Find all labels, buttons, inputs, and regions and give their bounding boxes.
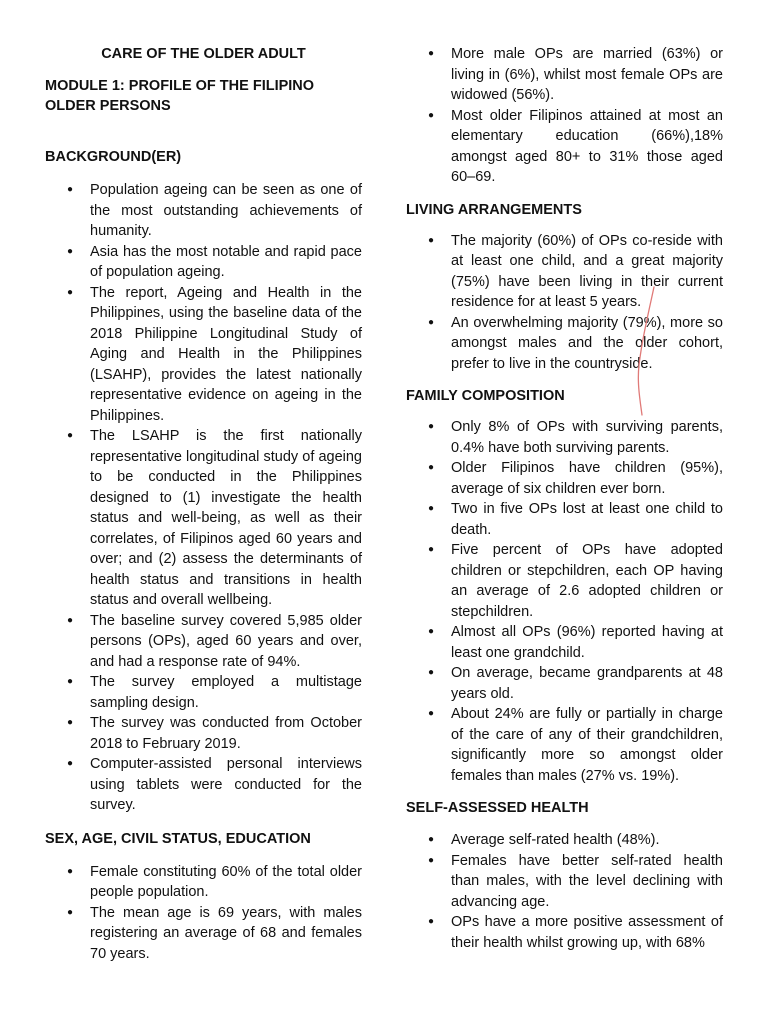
list-item: ● Older Filipinos have children (95%), average of six children ever born. — [406, 458, 723, 499]
section-heading-health: SELF-ASSESSED HEALTH — [406, 800, 589, 816]
section-heading-family: FAMILY COMPOSITION — [406, 388, 565, 404]
sex-age-list — [45, 862, 362, 965]
list-item: ● Almost all OPs (96%) reported having at least one grandchild. — [406, 622, 723, 663]
list-item: ● Population ageing can be seen as one of the most outstanding achievements of humanity. — [45, 180, 362, 242]
list-item: ● Female constituting 60% of the total older people population. — [45, 862, 362, 903]
list-item: ● On average, became grandparents at 48 years old. — [406, 663, 723, 704]
pen-stroke — [638, 287, 654, 415]
list-item: ● The LSAHP is the first nationally representative longitudinal study of ageing to be conducted in the Philippines designed to (1) investigate the health status and well-being, as well as their correlates, of Filipinos aged 60 years and over; and (2) assess the determinants of health status and transitions in health status and overall wellbeing. — [45, 426, 362, 611]
list-item: ● OPs have a more positive assessment of their health whilst growing up, with 68% — [406, 912, 723, 953]
list-item: ● Most older Filipinos attained at most an elementary education (66%),18% amongst aged 80+ to 31% those aged 60–69. — [406, 106, 723, 188]
list-item: ● An overwhelming majority (79%), more so amongst males and the older cohort, prefer to live in the countryside. — [406, 313, 723, 375]
pen-mark — [630, 285, 660, 417]
list-item: ● Average self-rated health (48%). — [406, 830, 723, 851]
module-title: MODULE 1: PROFILE OF THE FILIPINO OLDER PERSONS — [45, 78, 315, 114]
list-item: ● Two in five OPs lost at least one child to death. — [406, 499, 723, 540]
list-item: ● Asia has the most notable and rapid pace of population ageing. — [45, 242, 362, 283]
list-item: ● The survey employed a multistage sampling design. — [45, 672, 362, 713]
list-item: ● The mean age is 69 years, with males registering an average of 68 and females 70 years. — [45, 903, 362, 965]
list-item: ● Computer-assisted personal interviews using tablets were conducted for the survey. — [45, 754, 362, 816]
health-list — [406, 830, 723, 953]
list-item: ● The majority (60%) of OPs co-reside with at least one child, and a great majority (75%) have been living in their current residence for at least 5 years. — [406, 231, 723, 313]
list-item: ● Only 8% of OPs with surviving parents, 0.4% have both surviving parents. — [406, 417, 723, 458]
list-item: ● Five percent of OPs have adopted children or stepchildren, each OP having an average of 2.6 adopted children or stepchildren. — [406, 540, 723, 622]
list-item: ● The baseline survey covered 5,985 older persons (OPs), aged 60 years and over, and had a response rate of 94%. — [45, 611, 362, 673]
right-column — [406, 44, 723, 953]
list-item: ● About 24% are fully or partially in charge of the care of any of their grandchildren, significantly more so amongst older females than males (27% vs. 19%). — [406, 704, 723, 786]
list-item: ● Females have better self-rated health than males, with the level declining with advancing age. — [406, 851, 723, 913]
background-list — [45, 180, 362, 816]
family-list — [406, 417, 723, 786]
sex-age-list-continued — [406, 44, 723, 188]
section-heading-living: LIVING ARRANGEMENTS — [406, 201, 582, 218]
document-title: CARE OF THE OLDER ADULT — [101, 46, 306, 62]
list-item: ● The survey was conducted from October 2018 to February 2019. — [45, 713, 362, 754]
left-column — [45, 44, 362, 964]
list-item: ● The report, Ageing and Health in the Philippines, using the baseline data of the 2018 Philippine Longitudinal Study of Aging and Health in the Philippines (LSAHP), provides the latest nationally representative evidence on ageing in the Philippines. — [45, 283, 362, 427]
list-item: ● More male OPs are married (63%) or living in (6%), whilst most female OPs are widowed (56%). — [406, 44, 723, 106]
section-heading-sex-age: SEX, AGE, CIVIL STATUS, EDUCATION — [45, 830, 311, 847]
section-heading-background: BACKGROUND(ER) — [45, 149, 182, 165]
living-list — [406, 231, 723, 375]
